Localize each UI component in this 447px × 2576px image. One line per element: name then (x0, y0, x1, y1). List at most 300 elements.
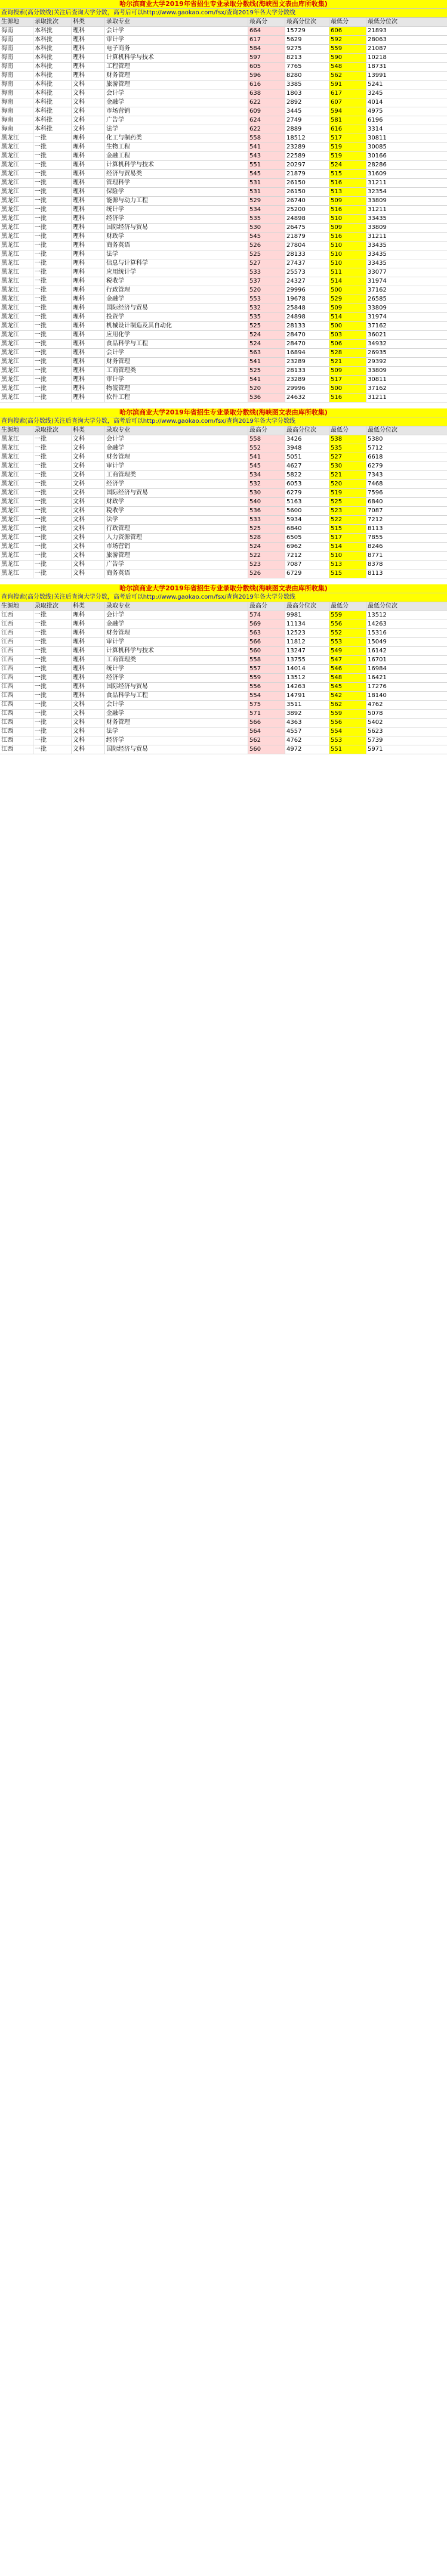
max-score-cell: 560 (248, 745, 285, 754)
category-cell: 理科 (72, 286, 105, 295)
major-cell: 会计学 (105, 611, 248, 620)
major-cell: 国际经济与贸易 (105, 224, 248, 232)
category-cell: 理科 (72, 197, 105, 205)
category-cell: 文科 (72, 552, 105, 560)
max-rank-cell: 6729 (285, 569, 329, 578)
max-rank-cell: 3385 (285, 80, 329, 89)
table-row (0, 340, 447, 349)
batch-cell: 一批 (33, 516, 72, 524)
min-rank-cell: 33809 (368, 224, 387, 231)
max-score-cell: 553 (248, 295, 285, 304)
min-rank-cell: 31211 (368, 206, 387, 213)
category-cell: 理科 (72, 242, 105, 250)
batch-cell: 一批 (33, 692, 72, 700)
table-row (0, 170, 447, 179)
origin-cell: 黑龙江 (0, 340, 33, 348)
batch-cell: 本科批 (33, 89, 72, 98)
major-cell: 法学 (105, 727, 248, 736)
max-score-cell: 525 (248, 250, 285, 259)
max-score-cell: 545 (248, 170, 285, 178)
origin-cell: 黑龙江 (0, 444, 33, 453)
min-rank-cell: 5739 (368, 737, 383, 744)
section-gap (0, 578, 447, 584)
min-score-cell: 500 (329, 286, 366, 295)
max-score-cell: 597 (248, 54, 285, 62)
origin-cell: 黑龙江 (0, 170, 33, 178)
category-cell: 文科 (72, 561, 105, 569)
origin-cell: 海南 (0, 116, 33, 125)
min-score-cell: 516 (329, 394, 366, 402)
header-min-rank-cell: 最低分位次 (368, 603, 397, 609)
origin-cell: 黑龙江 (0, 331, 33, 339)
min-score-cell: 607 (329, 98, 366, 107)
min-score-cell: 616 (329, 125, 366, 134)
table-row (0, 507, 447, 516)
max-score-cell: 526 (248, 242, 285, 250)
category-cell: 理科 (72, 188, 105, 196)
max-score-cell: 559 (248, 674, 285, 682)
max-rank-cell: 3426 (285, 435, 329, 444)
max-rank-cell: 6962 (285, 543, 329, 551)
min-score-cell: 527 (329, 453, 366, 462)
major-cell: 工商管理类 (105, 471, 248, 479)
header-min-rank-cell: 最低分位次 (368, 427, 397, 434)
max-rank-cell: 26740 (285, 197, 329, 205)
batch-cell: 一批 (33, 471, 72, 479)
max-rank-cell: 28133 (285, 322, 329, 330)
origin-cell: 黑龙江 (0, 480, 33, 488)
min-rank-cell: 5380 (368, 436, 383, 442)
table-header-row (0, 602, 447, 611)
header-major-cell: 录取专业 (105, 18, 248, 26)
max-rank-cell: 13512 (285, 674, 329, 682)
table-row (0, 331, 447, 340)
min-score-cell: 500 (329, 322, 366, 330)
min-score-cell: 509 (329, 304, 366, 312)
origin-cell: 黑龙江 (0, 188, 33, 196)
category-cell: 理科 (72, 277, 105, 286)
header-category-cell: 科类 (72, 602, 105, 611)
table-row (0, 250, 447, 259)
header-category-cell: 科类 (72, 18, 105, 26)
min-score-cell: 510 (329, 552, 366, 560)
max-score-cell: 536 (248, 507, 285, 515)
max-rank-cell: 28133 (285, 250, 329, 259)
batch-cell: 一批 (33, 197, 72, 205)
max-score-cell: 529 (248, 197, 285, 205)
major-cell: 生物工程 (105, 143, 248, 151)
header-max-score-cell: 最高分 (248, 18, 285, 26)
min-rank-cell: 37162 (368, 323, 387, 329)
min-score-cell: 553 (329, 736, 366, 745)
max-rank-cell: 9981 (285, 611, 329, 620)
major-cell: 物流管理 (105, 385, 248, 393)
max-rank-cell: 6505 (285, 534, 329, 542)
max-score-cell: 541 (248, 376, 285, 384)
origin-cell: 黑龙江 (0, 304, 33, 312)
max-rank-cell: 27437 (285, 259, 329, 268)
header-major-cell: 录取专业 (105, 426, 248, 435)
min-rank-cell: 6840 (368, 499, 383, 505)
max-score-cell: 551 (248, 161, 285, 169)
category-cell: 文科 (72, 525, 105, 533)
max-rank-cell: 3511 (285, 701, 329, 709)
max-score-cell: 532 (248, 480, 285, 488)
table-row (0, 394, 447, 402)
category-cell: 文科 (72, 745, 105, 754)
category-cell: 理科 (72, 322, 105, 330)
min-rank-cell: 4762 (368, 701, 383, 708)
max-score-cell: 596 (248, 72, 285, 80)
origin-cell: 江西 (0, 665, 33, 673)
min-rank-cell: 7468 (368, 481, 383, 487)
min-score-cell: 562 (329, 72, 366, 80)
max-score-cell: 638 (248, 89, 285, 98)
major-cell: 会计学 (105, 349, 248, 357)
category-cell: 理科 (72, 629, 105, 637)
min-score-cell: 552 (329, 629, 366, 637)
max-score-cell: 520 (248, 286, 285, 295)
min-rank-cell: 33435 (368, 251, 387, 258)
category-cell: 理科 (72, 170, 105, 178)
batch-cell: 本科批 (33, 63, 72, 71)
batch-cell: 本科批 (33, 45, 72, 53)
max-score-cell: 524 (248, 331, 285, 339)
min-rank-cell: 7212 (368, 516, 383, 523)
min-rank-cell: 31211 (368, 394, 387, 401)
min-score-cell: 514 (329, 313, 366, 321)
major-cell: 会计学 (105, 435, 248, 444)
batch-cell: 本科批 (33, 72, 72, 80)
table-row (0, 620, 447, 629)
max-score-cell: 535 (248, 313, 285, 321)
major-cell: 市场营销 (105, 543, 248, 551)
max-rank-cell: 5163 (285, 498, 329, 506)
batch-cell: 一批 (33, 215, 72, 223)
category-cell: 理科 (72, 161, 105, 169)
max-score-cell: 537 (248, 277, 285, 286)
min-rank-cell: 6618 (368, 454, 383, 460)
min-score-cell: 517 (329, 134, 366, 143)
category-cell: 文科 (72, 116, 105, 125)
max-score-cell: 563 (248, 349, 285, 357)
major-cell: 法学 (105, 125, 248, 134)
batch-cell: 一批 (33, 552, 72, 560)
min-rank-cell: 7855 (368, 534, 383, 541)
table-row (0, 72, 447, 80)
max-score-cell: 523 (248, 561, 285, 569)
origin-cell: 黑龙江 (0, 552, 33, 560)
min-score-cell: 510 (329, 242, 366, 250)
origin-cell: 黑龙江 (0, 233, 33, 241)
table-row (0, 638, 447, 647)
category-cell: 文科 (72, 534, 105, 542)
batch-cell: 一批 (33, 507, 72, 515)
promo-line: 查询搜索(高分数线)关注后查询大学分数，高考后可以http://www.gaokao.com/fsx/查询2019年各大学分数线 (0, 9, 447, 18)
max-rank-cell: 27804 (285, 242, 329, 250)
max-score-cell: 558 (248, 435, 285, 444)
batch-cell: 一批 (33, 611, 72, 620)
batch-cell: 一批 (33, 462, 72, 470)
min-rank-cell: 6279 (368, 463, 383, 469)
table-row (0, 385, 447, 394)
min-rank-cell: 32354 (368, 188, 387, 195)
table-row (0, 143, 447, 152)
major-cell: 应用化学 (105, 331, 248, 339)
major-cell: 保险学 (105, 188, 248, 196)
min-score-cell: 514 (329, 543, 366, 551)
batch-cell: 一批 (33, 331, 72, 339)
category-cell: 理科 (72, 224, 105, 232)
batch-cell: 一批 (33, 736, 72, 745)
origin-cell: 江西 (0, 674, 33, 682)
table-row (0, 611, 447, 620)
batch-cell: 一批 (33, 295, 72, 304)
batch-cell: 一批 (33, 656, 72, 664)
section-title: 哈尔滨商业大学2019年省招生专业录取分数线(海峡图文表由库所收集) (0, 0, 447, 9)
header-min-score-cell: 最低分 (329, 426, 366, 435)
max-rank-cell: 11134 (285, 620, 329, 628)
origin-cell: 黑龙江 (0, 543, 33, 551)
category-cell: 文科 (72, 710, 105, 718)
table-row (0, 745, 447, 754)
batch-cell: 一批 (33, 435, 72, 444)
category-cell: 理科 (72, 674, 105, 682)
table-row (0, 719, 447, 727)
origin-cell: 海南 (0, 107, 33, 116)
batch-cell: 一批 (33, 683, 72, 691)
major-cell: 财务管理 (105, 358, 248, 366)
major-cell: 财政学 (105, 498, 248, 506)
category-cell: 文科 (72, 480, 105, 488)
major-cell: 财务管理 (105, 453, 248, 462)
min-score-cell: 509 (329, 224, 366, 232)
major-cell: 投资学 (105, 313, 248, 321)
origin-cell: 黑龙江 (0, 134, 33, 143)
batch-cell: 一批 (33, 286, 72, 295)
table-row (0, 215, 447, 224)
max-score-cell: 622 (248, 98, 285, 107)
category-cell: 理科 (72, 295, 105, 304)
max-score-cell: 525 (248, 367, 285, 375)
major-cell: 人力资源管理 (105, 534, 248, 542)
origin-cell: 江西 (0, 647, 33, 655)
category-cell: 文科 (72, 701, 105, 709)
min-rank-cell: 28286 (368, 162, 387, 168)
max-score-cell: 536 (248, 394, 285, 402)
origin-cell: 海南 (0, 54, 33, 62)
min-score-cell: 594 (329, 107, 366, 116)
max-rank-cell: 24898 (285, 215, 329, 223)
max-rank-cell: 6279 (285, 489, 329, 497)
major-cell: 应用统计学 (105, 268, 248, 277)
max-rank-cell: 7765 (285, 63, 329, 71)
major-cell: 行政管理 (105, 286, 248, 295)
batch-cell: 一批 (33, 745, 72, 754)
category-cell: 文科 (72, 507, 105, 515)
min-score-cell: 521 (329, 471, 366, 479)
batch-cell: 一批 (33, 534, 72, 542)
batch-cell: 一批 (33, 710, 72, 718)
table-row (0, 736, 447, 745)
max-score-cell: 562 (248, 736, 285, 745)
major-cell: 机械设计制造及其自动化 (105, 322, 248, 330)
category-cell: 理科 (72, 349, 105, 357)
major-cell: 市场营销 (105, 107, 248, 116)
category-cell: 文科 (72, 453, 105, 462)
major-cell: 工程管理 (105, 63, 248, 71)
origin-cell: 黑龙江 (0, 367, 33, 375)
table-row (0, 561, 447, 569)
origin-cell: 黑龙江 (0, 376, 33, 384)
major-cell: 金融学 (105, 710, 248, 718)
table-row (0, 80, 447, 89)
origin-cell: 黑龙江 (0, 268, 33, 277)
promo-line: 查询搜索(高分数线)关注后查询大学分数，高考后可以http://www.gaokao.com/fsx/查询2019年各大学分数线 (0, 593, 447, 602)
min-score-cell: 516 (329, 233, 366, 241)
min-rank-cell: 28063 (368, 36, 387, 43)
max-score-cell: 617 (248, 36, 285, 44)
major-cell: 会计学 (105, 89, 248, 98)
max-score-cell: 560 (248, 647, 285, 655)
major-cell: 信息与计算科学 (105, 259, 248, 268)
category-cell: 文科 (72, 569, 105, 578)
max-rank-cell: 28133 (285, 367, 329, 375)
category-cell: 文科 (72, 489, 105, 497)
max-rank-cell: 25573 (285, 268, 329, 277)
table-row (0, 161, 447, 170)
major-cell: 财务管理 (105, 719, 248, 727)
max-score-cell: 528 (248, 534, 285, 542)
table-row (0, 313, 447, 322)
max-rank-cell: 3948 (285, 444, 329, 453)
min-score-cell: 542 (329, 692, 366, 700)
table-row (0, 125, 447, 134)
max-score-cell: 533 (248, 516, 285, 524)
origin-cell: 黑龙江 (0, 516, 33, 524)
origin-cell: 黑龙江 (0, 259, 33, 268)
header-max-score-cell: 最高分 (248, 426, 285, 435)
max-score-cell: 558 (248, 134, 285, 143)
major-cell: 审计学 (105, 462, 248, 470)
max-rank-cell: 8213 (285, 54, 329, 62)
origin-cell: 黑龙江 (0, 179, 33, 187)
section-title: 哈尔滨商业大学2019年省招生专业录取分数线(海峡图文表由库所收集) (0, 408, 447, 417)
major-cell: 金融工程 (105, 152, 248, 160)
header-major-cell: 录取专业 (105, 602, 248, 611)
min-rank-cell: 30085 (368, 144, 387, 150)
max-rank-cell: 12523 (285, 629, 329, 637)
max-score-cell: 531 (248, 188, 285, 196)
table-row (0, 471, 447, 480)
category-cell: 理科 (72, 692, 105, 700)
origin-cell: 黑龙江 (0, 435, 33, 444)
max-score-cell: 566 (248, 719, 285, 727)
major-cell: 国际经济与贸易 (105, 304, 248, 312)
category-cell: 文科 (72, 498, 105, 506)
batch-cell: 一批 (33, 638, 72, 646)
category-cell: 理科 (72, 665, 105, 673)
max-score-cell: 563 (248, 629, 285, 637)
max-score-cell: 525 (248, 322, 285, 330)
max-score-cell: 575 (248, 701, 285, 709)
max-rank-cell: 9275 (285, 45, 329, 53)
max-rank-cell: 6053 (285, 480, 329, 488)
table-row (0, 206, 447, 215)
category-cell: 文科 (72, 719, 105, 727)
major-cell: 广告学 (105, 561, 248, 569)
major-cell: 管理科学 (105, 179, 248, 187)
min-score-cell: 530 (329, 462, 366, 470)
min-rank-cell: 5971 (368, 746, 383, 753)
min-rank-cell: 8113 (368, 570, 383, 577)
min-score-cell: 523 (329, 507, 366, 515)
max-score-cell: 574 (248, 611, 285, 620)
table-row (0, 259, 447, 268)
table-row (0, 683, 447, 692)
origin-cell: 黑龙江 (0, 453, 33, 462)
category-cell: 文科 (72, 471, 105, 479)
min-score-cell: 513 (329, 188, 366, 196)
max-rank-cell: 13755 (285, 656, 329, 664)
major-cell: 计算机科学与技术 (105, 54, 248, 62)
max-score-cell: 622 (248, 125, 285, 134)
batch-cell: 一批 (33, 313, 72, 321)
max-score-cell: 527 (248, 259, 285, 268)
max-rank-cell: 29996 (285, 385, 329, 393)
min-score-cell: 562 (329, 701, 366, 709)
min-rank-cell: 5623 (368, 728, 383, 735)
category-cell: 理科 (72, 656, 105, 664)
origin-cell: 黑龙江 (0, 394, 33, 402)
header-batch-cell: 录取批次 (33, 426, 72, 435)
batch-cell: 一批 (33, 233, 72, 241)
batch-cell: 一批 (33, 569, 72, 578)
major-cell: 电子商务 (105, 45, 248, 53)
batch-cell: 一批 (33, 701, 72, 709)
max-rank-cell: 4557 (285, 727, 329, 736)
major-cell: 食品科学与工程 (105, 340, 248, 348)
major-cell: 旅游管理 (105, 80, 248, 89)
table-row (0, 498, 447, 507)
batch-cell: 一批 (33, 250, 72, 259)
category-cell: 理科 (72, 304, 105, 312)
min-rank-cell: 13512 (368, 612, 387, 618)
origin-cell: 江西 (0, 719, 33, 727)
max-rank-cell: 5629 (285, 36, 329, 44)
major-cell: 旅游管理 (105, 552, 248, 560)
origin-cell: 江西 (0, 736, 33, 745)
header-min-score-cell: 最低分 (329, 602, 366, 611)
min-score-cell: 519 (329, 489, 366, 497)
batch-cell: 一批 (33, 665, 72, 673)
table-row (0, 367, 447, 376)
table-header-row (0, 426, 447, 435)
max-score-cell: 552 (248, 444, 285, 453)
max-rank-cell: 2749 (285, 116, 329, 125)
major-cell: 经济学 (105, 215, 248, 223)
max-rank-cell: 24632 (285, 394, 329, 402)
major-cell: 国际经济与贸易 (105, 683, 248, 691)
table-row (0, 701, 447, 710)
min-score-cell: 503 (329, 331, 366, 339)
max-rank-cell: 4363 (285, 719, 329, 727)
max-rank-cell: 2892 (285, 98, 329, 107)
max-score-cell: 524 (248, 543, 285, 551)
max-rank-cell: 4972 (285, 745, 329, 754)
major-cell: 审计学 (105, 36, 248, 44)
min-score-cell: 509 (329, 367, 366, 375)
